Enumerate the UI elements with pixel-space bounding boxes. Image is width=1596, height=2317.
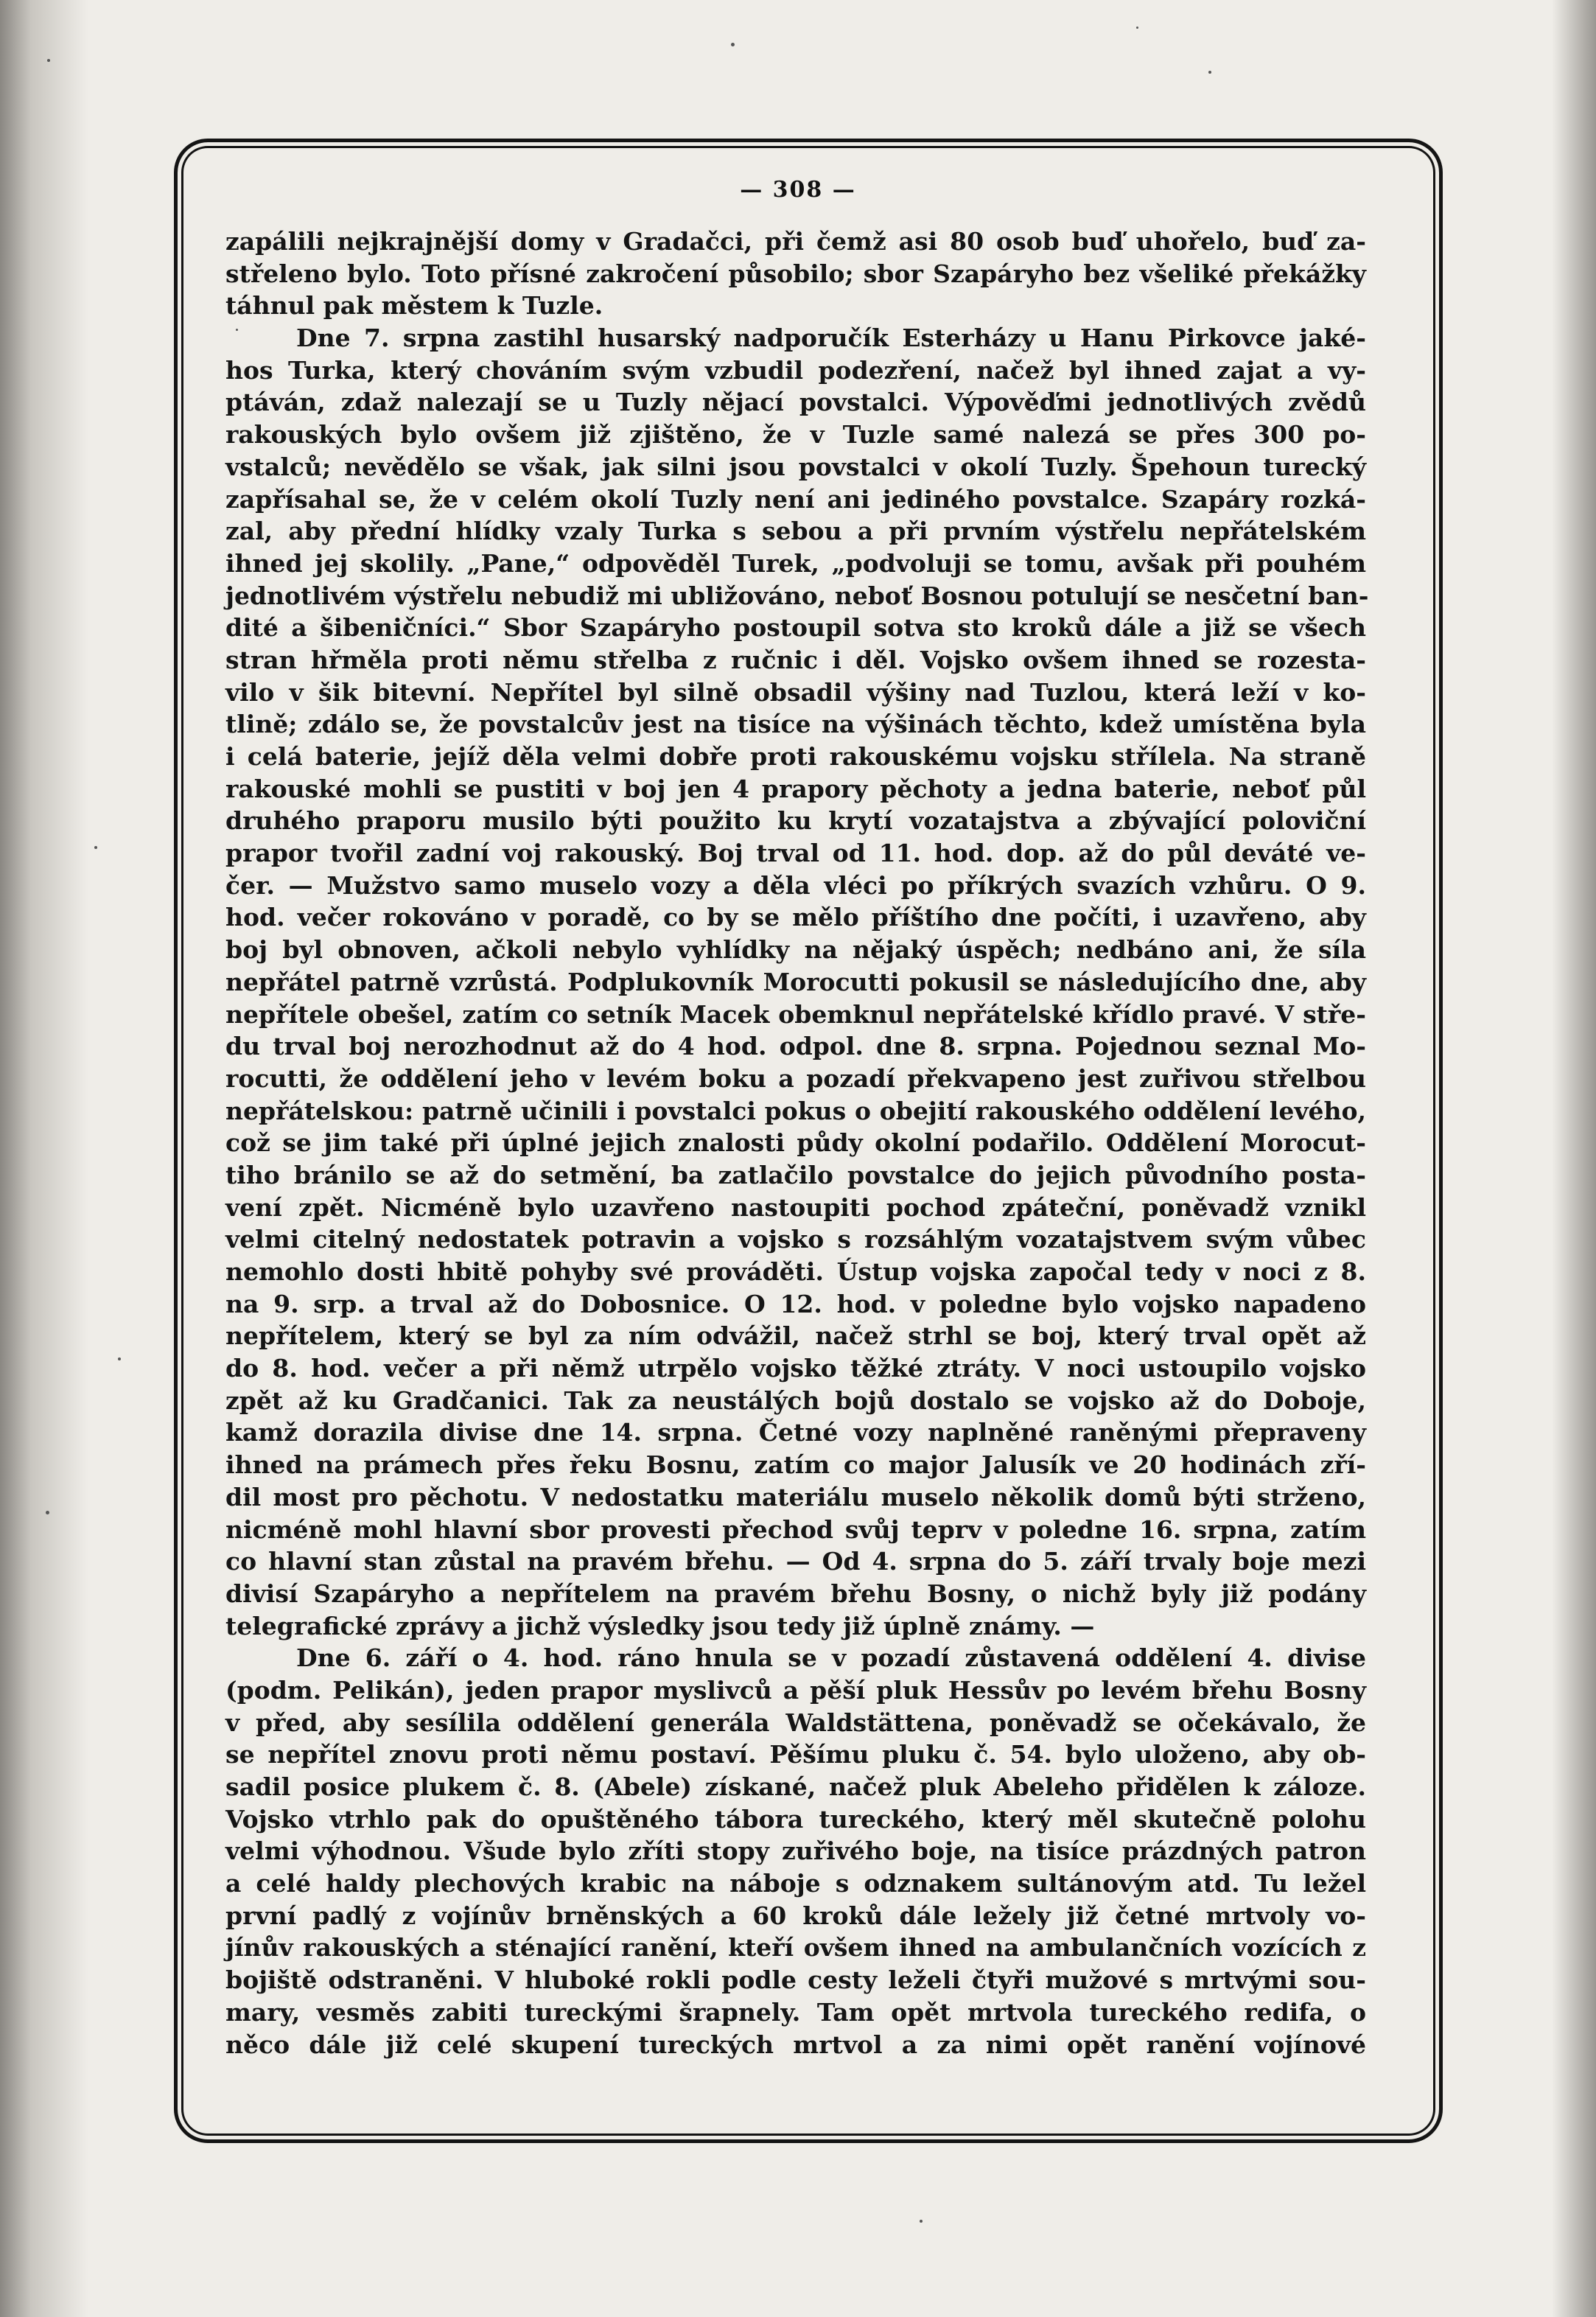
text-line: i celá baterie, jejíž děla velmi dobře proti rakouskému vojsku střílela. Na straně	[225, 742, 1366, 771]
text-line: zpět až ku Gradčanici. Tak za neustálých bojů dostalo se vojsko až do Doboje,	[225, 1385, 1366, 1415]
text-line: (podm. Pelikán), jeden prapor myslivců a pěší pluk Hessův po levém břehu Bosny	[225, 1675, 1366, 1705]
text-line: jednotlivém výstřelu nebudiž mi ubližováno, neboť Bosnou potulují se nesčetní ban-	[225, 581, 1369, 610]
text-line: čer. — Mužstvo samo muselo vozy a děla vléci po příkrých svazích vzhůru. O 9.	[225, 870, 1366, 900]
text-line: sadil posice plukem č. 8. (Abele) získané, načež pluk Abeleho přidělen k záloze.	[225, 1772, 1366, 1801]
text-line: kamž dorazila divise dne 14. srpna. Četné vozy naplněné raněnými přepraveny	[225, 1418, 1366, 1447]
text-line: což se jim také při úplné jejich znalosti půdy okolní podařilo. Oddělení Morocut-	[225, 1128, 1366, 1158]
text-line: a celé haldy plechových krabic na náboje s odznakem sultánovým atd. Tu ležel	[225, 1869, 1366, 1898]
text-line: jínův rakouských a sténající ranění, kteří ovšem ihned na ambulančních vozících z	[225, 1933, 1366, 1963]
text-line: Vojsko vtrhlo pak do opuštěného tábora tureckého, který měl skutečně polohu	[225, 1804, 1366, 1834]
text-line: vení zpět. Nicméně bylo uzavřeno nastoupiti pochod zpáteční, poněvadž vznikl	[225, 1192, 1366, 1222]
text-line: dité a šibeničníci.“ Sbor Szapáryho postoupil sotva sto kroků dále a již se všech	[225, 613, 1366, 643]
text-line: prapor tvořil zadní voj rakouský. Boj trval od 11. hod. dop. až do půl deváté ve-	[225, 839, 1366, 868]
text-line: nepřátelskou: patrně učinili i povstalci pokus o obejití rakouského oddělení levého,	[225, 1096, 1366, 1125]
text-line: mary, vesměs zabiti tureckými šrapnely. Tam opět mrtvola tureckého redifa, o	[225, 1997, 1366, 2027]
text-line: hod. večer rokováno v poradě, co by se mělo příštího dne počíti, i uzavřeno, aby	[225, 903, 1366, 932]
text-line: nicméně mohl hlavní sbor provesti přechod svůj teprv v poledne 16. srpna, zatím	[225, 1514, 1366, 1544]
text-line: hos Turka, který chováním svým vzbudil podezření, načež byl ihned zajat a vy-	[225, 355, 1366, 385]
text-line: rakouské mohli se pustiti v boj jen 4 prapory pěchoty a jedna baterie, neboť půl	[225, 774, 1366, 803]
text-line: Dne 7. srpna zastihl husarský nadporučík Esterházy u Hanu Pirkovce jaké-	[296, 324, 1366, 353]
text-line: něco dále již celé skupení tureckých mrtvol a za nimi opět ranění vojínové	[225, 2030, 1366, 2059]
text-line: dil most pro pěchotu. V nedostatku materiálu muselo několik domů býti strženo,	[225, 1482, 1366, 1512]
text-line: nepřítelem, který se byl za ním odvážil, načež strhl se boj, který trval opět až	[225, 1321, 1366, 1351]
text-line: bojiště odstraněni. V hluboké rokli podle cesty leželi čtyři mužové s mrtvými sou-	[225, 1965, 1366, 1995]
text-line: zapřísahal se, že v celém okolí Tuzly není ani jediného povstalce. Szapáry rozká-	[225, 484, 1366, 514]
text-line: Dne 6. září o 4. hod. ráno hnula se v pozadí zůstavená oddělení 4. divise	[296, 1643, 1366, 1673]
text-line: první padlý z vojínův brněnských a 60 kroků dále ležely již četné mrtvoly vo-	[225, 1901, 1366, 1930]
scan-edge-right	[1552, 0, 1596, 2317]
text-line: nemohlo dosti hbitě pohyby své prováděti. Ústup vojska započal tedy v noci z 8.	[225, 1257, 1366, 1286]
text-line: telegrafické zprávy a jichž výsledky jsou tedy již úplně známy. —	[225, 1611, 1095, 1640]
text-line: rocutti, že oddělení jeho v levém boku a pozadí překvapeno jest zuřivou střelbou	[225, 1063, 1366, 1093]
text-line: tiho bránilo se až do setmění, ba zatlačilo povstalce do jejich původního posta-	[225, 1160, 1366, 1189]
scan-edge-left	[0, 0, 88, 2317]
text-line: tlině; zdálo se, že povstalcův jest na tisíce na výšinách těchto, kdež umístěna byla	[225, 710, 1366, 739]
text-line: ihned na prámech přes řeku Bosnu, zatím co major Jalusík ve 20 hodinách zří-	[225, 1450, 1366, 1480]
text-line: rakouských bylo ovšem již zjištěno, že v Tuzle samé nalezá se přes 300 po-	[225, 420, 1366, 450]
text-line: vilo v šik bitevní. Nepřítel byl silně obsadil výšiny nad Tuzlou, která leží v ko-	[225, 677, 1366, 707]
body-text	[225, 226, 1369, 2061]
text-line: nepřátel patrně vzrůstá. Podplukovník Morocutti pokusil se následujícího dne, aby	[225, 967, 1366, 996]
text-line: táhnul pak městem k Tuzle.	[225, 291, 603, 321]
text-line: du trval boj nerozhodnut až do 4 hod. odpol. dne 8. srpna. Pojednou seznal Mo-	[225, 1032, 1366, 1061]
page-number: — 308 —	[740, 177, 856, 203]
text-line: do 8. hod. večer a při němž utrpělo vojsko těžké ztráty. V noci ustoupilo vojsko	[225, 1354, 1366, 1383]
text-line: velmi citelný nedostatek potravin a vojsko s rozsáhlým vozatajstvem svým vůbec	[225, 1225, 1366, 1254]
text-line: se nepřítel znovu proti němu postaví. Pěšímu pluku č. 54. bylo uloženo, aby ob-	[225, 1740, 1366, 1769]
text-line: v před, aby sesílila oddělení generála Waldstättena, poněvadž se očekávalo, že	[225, 1708, 1366, 1737]
text-line: velmi výhodnou. Všude bylo zříti stopy zuřivého boje, na tisíce prázdných patron	[225, 1837, 1366, 1866]
text-line: zal, aby přední hlídky vzaly Turka s sebou a při prvním výstřelu nepřátelském	[225, 517, 1366, 546]
text-line: divisí Szapáryho a nepřítelem na pravém břehu Bosny, o nichž byly již podány	[225, 1579, 1366, 1608]
text-line: střeleno bylo. Toto přísné zakročení působilo; sbor Szapáryho bez všeliké překážky	[225, 259, 1366, 288]
text-line: boj byl obnoven, ačkoli nebylo vyhlídky na nějaký úspěch; nedbáno ani, že síla	[225, 935, 1366, 965]
text-line: ihned jej skolily. „Pane,“ odpověděl Turek, „podvoluji se tomu, avšak při pouhém	[225, 548, 1366, 578]
text-line: vstalců; nevědělo se však, jak silni jsou povstalci v okolí Tuzly. Špehoun turecký	[225, 452, 1366, 481]
text-line: na 9. srp. a trval až do Dobosnice. O 12. hod. v poledne bylo vojsko napadeno	[225, 1289, 1366, 1318]
text-line: stran hřměla proti němu střelba z ručnic i děl. Vojsko ovšem ihned se rozesta-	[225, 645, 1366, 674]
text-line: nepřítele obešel, zatím co setník Macek obemknul nepřátelské křídlo pravé. V stře-	[225, 999, 1366, 1029]
text-line: zapálili nejkrajnější domy v Gradačci, při čemž asi 80 osob buď uhořelo, buď za-	[225, 227, 1366, 256]
text-line: druhého praporu musilo býti použito ku krytí vozatajstva a zbývající poloviční	[225, 806, 1366, 836]
text-line: co hlavní stan zůstal na pravém břehu. — Od 4. srpna do 5. září trvaly boje mezi	[225, 1547, 1366, 1576]
text-line: ptáván, zdaž nalezají se u Tuzly nějací povstalci. Výpověďmi jednotlivých zvědů	[225, 388, 1366, 417]
